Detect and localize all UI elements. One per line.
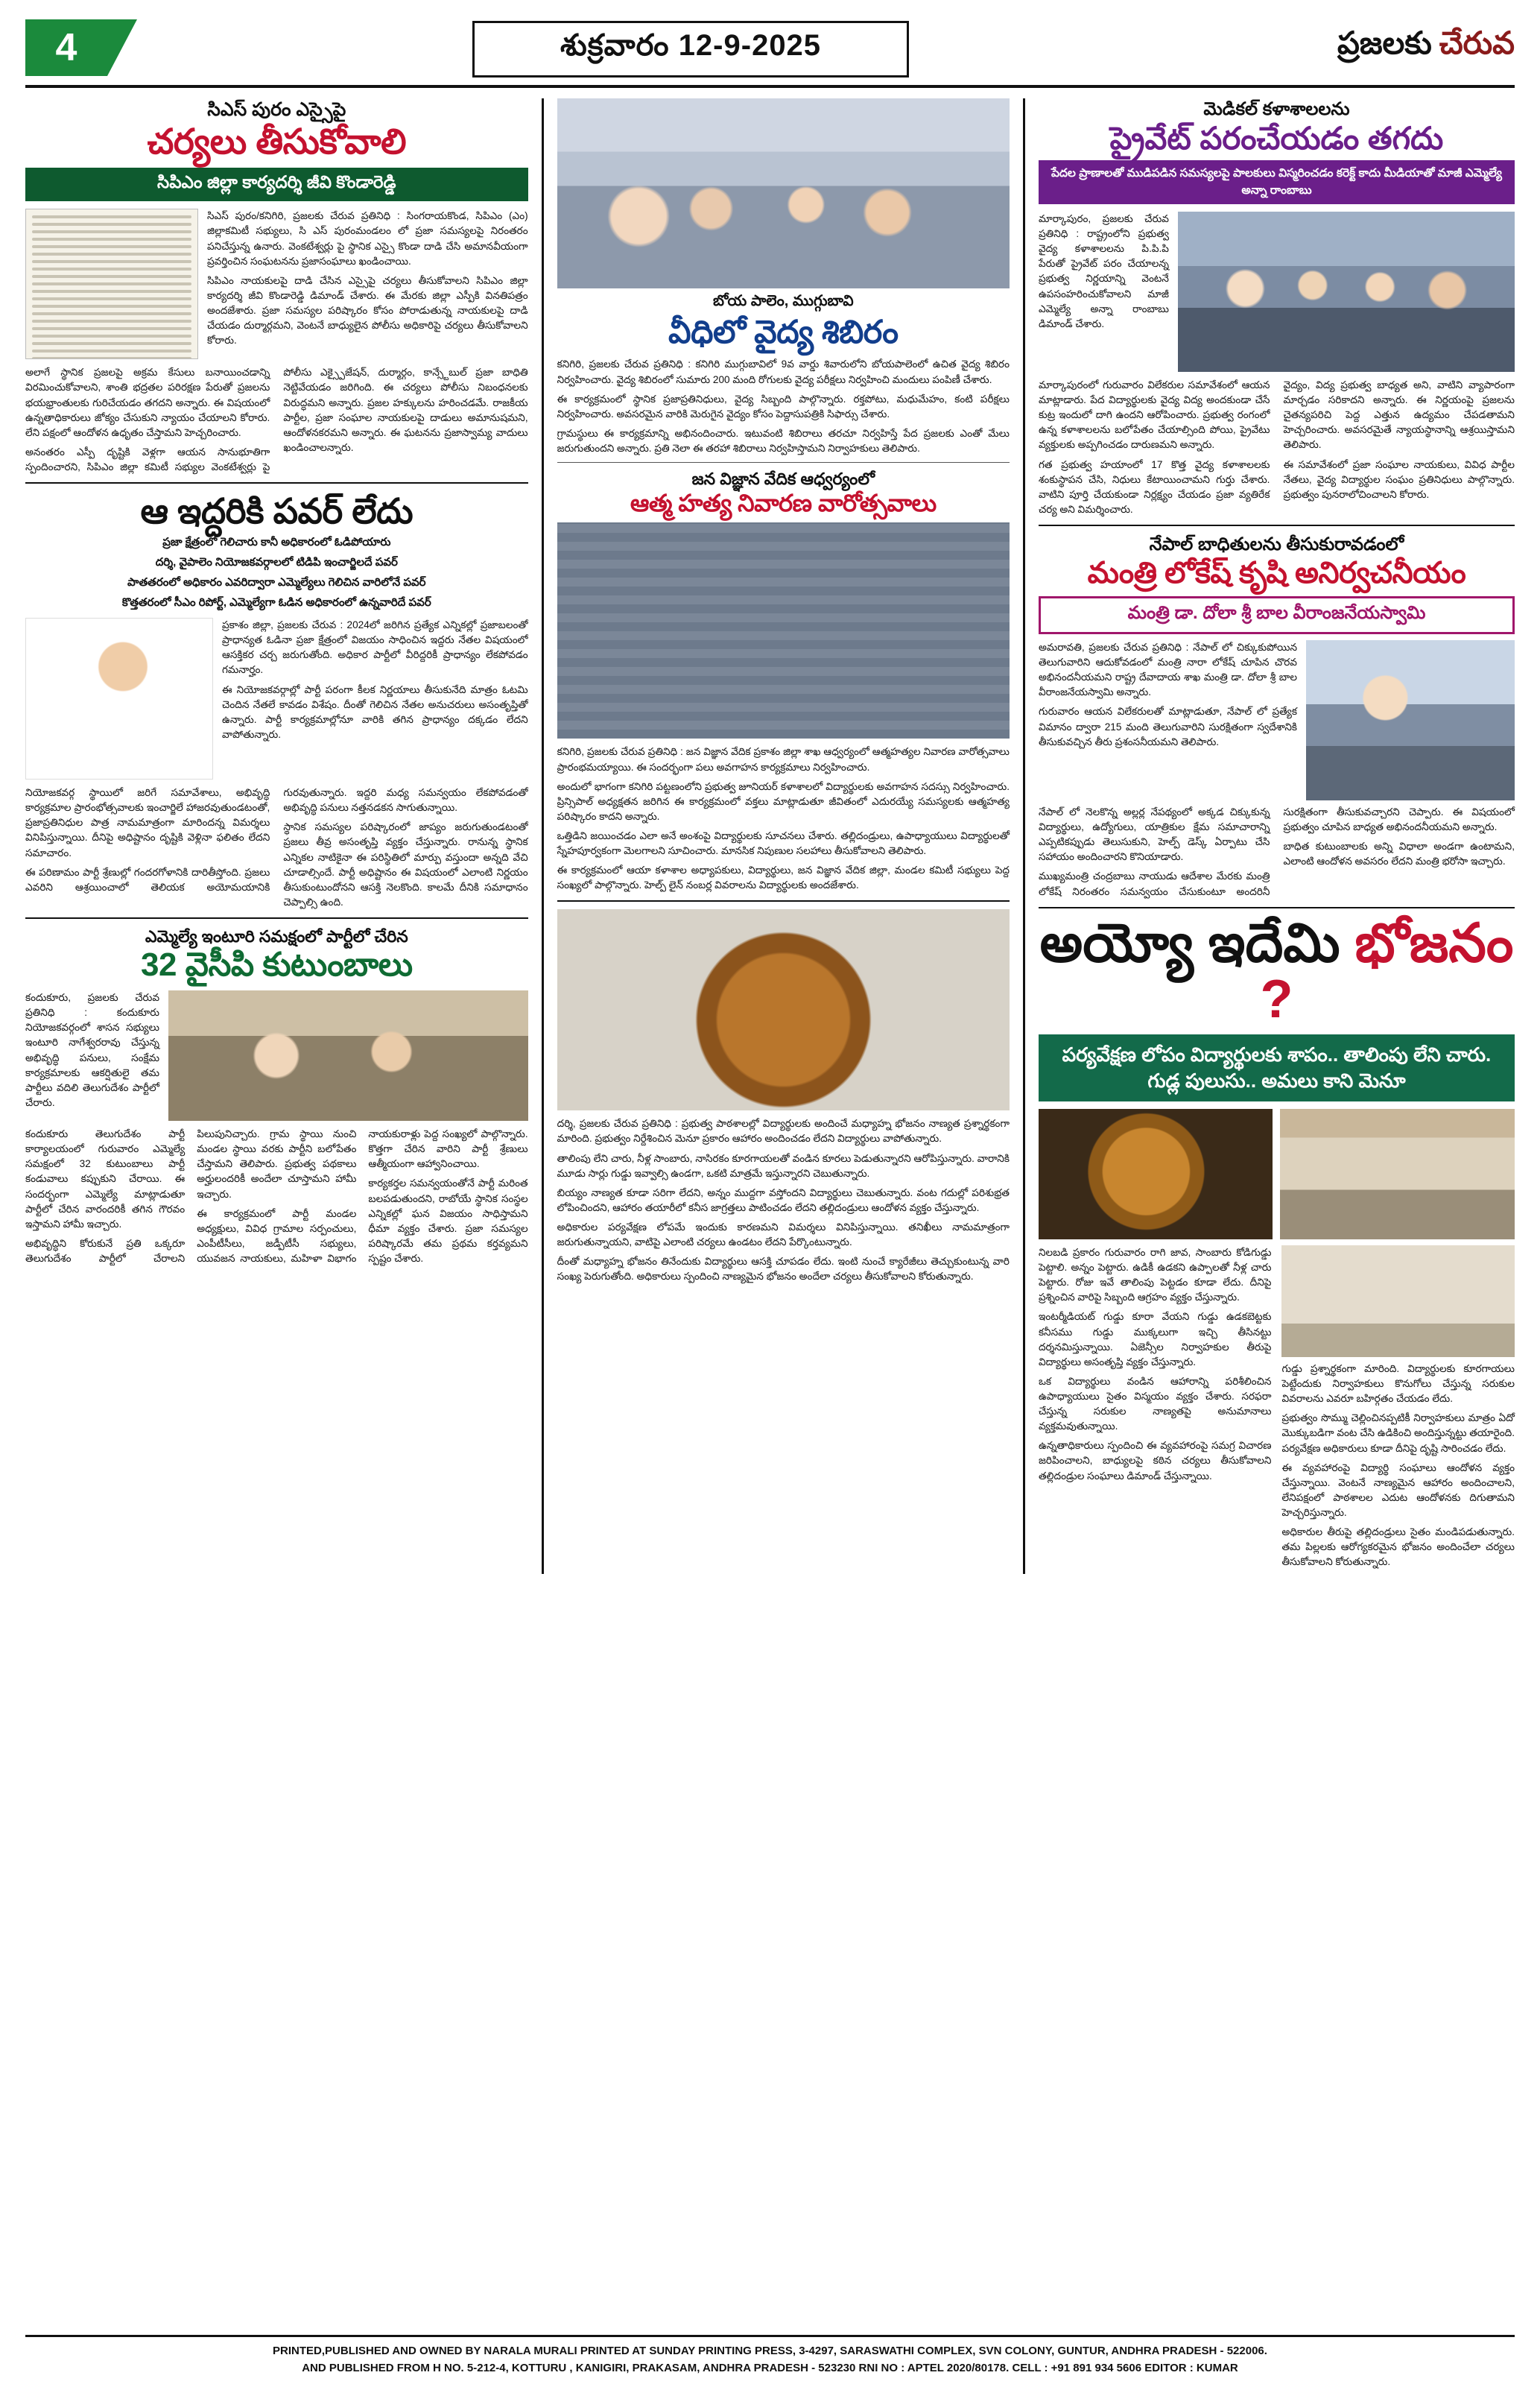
paragraph: అభివృద్ధిని కోరుకునే ప్రతి ఒక్కరూ తెలుగుదేశం పార్టీలో చేరాలని పిలుపునిచ్చారు. గ్రామ స్థాయి నుంచి మండల స్థాయి వరకు పార్టీని బలోపేతం చేస్తామని తెలిపారు. ప్రభుత్వ పథకాలు అర్హులందరికీ అందేలా చూస్తామని హామీ ఇచ్చారు. [25,1128,357,1264]
photo-caption: బోయ పాలెం, ముగ్గుబావి [713,293,854,309]
divider [25,917,528,919]
paragraph: ఈ కార్యక్రమంలో పార్టీ మండల అధ్యక్షులు, వివిధ గ్రామాల సర్పంచులు, ఎంపీటీసీలు, జడ్పీటీసీ సభ్యులు, యువజన నాయకులు, మహిళా విభాగం నాయకురాళ్లు పెద్ద సంఖ్యలో పాల్గొన్నారు. కొత్తగా చేరిన వారిని పార్టీ శ్రేణులు ఆత్మీయంగా ఆహ్వానించాయి. [197,1128,528,1264]
column-right [1025,98,1515,1574]
divider [1039,907,1515,908]
divider [25,482,528,484]
story-headline: మంత్రి లోకేష్ కృషి అనిర్వచనీయం [1087,556,1466,589]
paragraph: గుడ్డు ప్రశ్నార్థకంగా మారింది. విద్యార్థులకు కూరగాయలు పెట్టేందుకు నిర్వాహకులు కొనుగోలు చేస్తున్న సరుకుల వివరాలను ఎవరూ బహిర్గతం చేయడం లేదు. [1281,1362,1515,1405]
story-kicker: సిఎస్ పురం ఎస్సైపై [207,99,346,120]
photo-sambar-pot [1039,1109,1273,1239]
paragraph: నేపాల్ లో నెలకొన్న అల్లర్ల నేపథ్యంలో అక్కడ చిక్కుకున్న విద్యార్థులు, ఉద్యోగులు, యాత్రికుల క్షేమ సమాచారాన్ని ఎప్పటికప్పుడు తెలుసుకుని, హెల్ప్ డెస్క్ ఏర్పాటు చేసి సహాయం అందించారని కొనియాడారు. [1038,806,1270,863]
paragraph: స్థానిక సమస్యల పరిష్కారంలో జాప్యం జరుగుతుండటంతో ప్రజలు తీవ్ర అసంతృప్తి వ్యక్తం చేస్తున్నారు. రానున్న స్థానిక ఎన్నికల నాటికైనా ఈ పరిస్థితిలో మార్పు వస్తుందా అన్నది వేచి చూడాల్సిందే. పార్టీ అధిష్టానం ఈ విషయంలో ఎలాంటి నిర్ణయం తీసుకుంటుందోనని ఆసక్తి నెలకొంది. కాలమే దీనికి సమాధానం చెప్పాల్సి ఉంది. [283,821,528,908]
story-headline [25,491,528,531]
paragraph: అధికారుల పర్యవేక్షణ లోపమే ఇందుకు కారణమని విమర్శలు వినిపిస్తున్నాయి. తనిఖీలు నామమాత్రంగా జరుగుతున్నాయని, వాటిపై ఎలాంటి చర్యలు ఉండటం లేదని పేర్కొంటున్నారు. [557,1221,1010,1248]
issue-date: శుక్రవారం 12-9-2025 [472,21,909,78]
story-body-left [1039,212,1169,372]
food-story-green-bar: పర్యవేక్షణ లోపం విద్యార్థులకు శాపం.. తాలింపు లేని చారు. గుడ్ల పులుసు.. అమలు కాని మెనూ [1039,1034,1515,1101]
story-headline: 32 వైసీపి కుటుంబాలు [141,946,413,984]
page-number-arrow [107,19,137,76]
story-body [557,357,1010,456]
paragraph: ఈ పరిణామం పార్టీ శ్రేణుల్లో గందరగోళానికి దారితీస్తోంది. ప్రజలు ఎవరిని ఆశ్రయించాలో తెలియక అయోమయానికి గురవుతున్నారు. ఇద్దరి మధ్య సమన్వయం లేకపోవడంతో అభివృద్ధి పనులు నత్తనడకన సాగుతున్నాయి. [25,787,528,893]
paragraph: బాధిత కుటుంబాలకు అన్ని విధాలా అండగా ఉంటామని, ఎలాంటి ఆందోళన అవసరం లేదని మంత్రి భరోసా ఇచ్చారు. [1283,841,1515,867]
photo-cartoon [25,618,213,780]
story-body-top [207,209,528,359]
photo-menu-board [1281,1245,1515,1357]
photo-awareness-meeting [557,522,1010,739]
paragraph: బియ్యం నాణ్యత కూడా సరిగా లేదని, అన్నం ముద్దగా వస్తోందని విద్యార్థులు చెబుతున్నారు. వంట గదుల్లో పరిశుభ్రత లోపించిందని, ఆహారం తయారీలో కనీస జాగ్రత్తలు పాటించడం లేదని తల్లిదండ్రులు ఆందోళన వ్యక్తం చేస్తున్నారు. [557,1186,1010,1213]
paragraph: ఉన్నతాధికారులు స్పందించి ఈ వ్యవహారంపై సమగ్ర విచారణ జరిపించాలని, బాధ్యులపై కఠిన చర్యలు తీసుకోవాలని తల్లిదండ్రుల సంఘాలు డిమాండ్ చేస్తున్నాయి. [1038,1440,1272,1482]
paragraph: సిపిఎం నాయకులపై దాడి చేసిన ఎస్సైపై చర్యలు తీసుకోవాలని సిపిఎం జిల్లా కార్యదర్శి జీవి కొండారెడ్డి డిమాండ్ చేశారు. ఈ మేరకు జిల్లా ఎస్పీకి వినతిపత్రం అందజేశారు. ప్రజా సమస్యల పరిష్కారం కోసం పోరాడుతున్న నాయకులపై దాడి చేయడం దుర్మార్గమని, వెంటనే బాధ్యులైన పోలీసు అధికారిపై చర్యలు తీసుకోవాలని కోరారు. [207,274,528,347]
paragraph: తాలింపు లేని చారు, నీళ్ల సాంబారు, నాసిరకం కూరగాయలతో వండిన కూరలు పెడుతున్నారని ఆరోపిస్తున్నారు. వారానికి మూడు సార్లు గుడ్డు ఇవ్వాల్సి ఉండగా, ఒకటి మాత్రమే ఇస్తున్నారని చెబుతున్నారు. [557,1152,1010,1179]
story-body-bottom [25,1127,528,1268]
story-body [557,744,1010,893]
paragraph: ప్రకాశం జిల్లా, ప్రజలకు చేరువ : 2024లో జరిగిన ప్రత్యేక ఎన్నికల్లో ప్రజాబలంతో ప్రాధాన్యత ఓడినా ప్రజా క్షేత్రంలో విజయం సాధించిన ఇద్దరు నేతల విషయంలో ఆసక్తికర చర్చ జరుగుతోంది. అధికార పార్టీలో వీరిద్దరికీ ప్రాధాన్యం లేకపోవడం గమనార్హం. [222,619,528,676]
story-kicker: ఎమ్మెల్యే ఇంటూరి సమక్షంలో పార్టీలో చేరిన [145,926,408,946]
paragraph: నియోజకవర్గ స్థాయిలో జరిగే సమావేశాలు, అభివృద్ధి కార్యక్రమాల ప్రారంభోత్సవాలకు ఇంచార్జిలే హాజరవుతుండటంతో, ప్రజాప్రతినిధుల పాత్ర నామమాత్రంగా మారిందన్న విమర్శలు వినిపిస్తున్నాయి. దీనిపై అధిష్టానం దృష్టికి వెళ్లినా ఫలితం లేదని సమాచారం. [25,787,270,859]
column-middle [544,98,1023,1574]
story-subbar: సిపిఎం జిల్లా కార్యదర్శి జీవి కొండారెడ్డి [25,168,528,201]
story-kicker: మెడికల్ కళాశాలలను [1203,99,1350,119]
photo-minister [1306,640,1515,800]
headline-seg2: భోజనం ? [1260,913,1514,1030]
column-left [25,98,542,1574]
headline-seg1: అయ్యో ఇదేమి [1039,913,1355,973]
photo-petition-letter [25,209,198,359]
paragraph: మార్కాపురంలో గురువారం విలేకరుల సమావేశంలో ఆయన మాట్లాడారు. పేద విద్యార్థులకు వైద్య విద్య అందకుండా చేసే కుట్ర ఇందులో దాగి ఉందని ఆరోపించారు. ప్రభుత్వ రంగంలో ఉన్న కళాశాలలను బలోపేతం చేయాల్సింది పోయి, ప్రైవేటు వ్యక్తులకు అప్పగించడం దారుణమని అన్నారు. [1038,379,1270,451]
story-body-top [222,618,528,780]
story-headline: చర్యలు తీసుకోవాలి [147,121,407,162]
paragraph: వైద్యం, విద్య ప్రభుత్వ బాధ్యత అని, వాటిని వ్యాపారంగా మార్చడం సరికాదని అన్నారు. ఈ నిర్ణయంపై ప్రజలను చైతన్యపరిచి పెద్ద ఎత్తున ఉద్యమం చేపడతామని హెచ్చరించారు. అవసరమైతే న్యాయస్థానాన్ని ఆశ్రయిస్తామని తెలిపారు. [1283,379,1515,451]
paragraph: అందులో భాగంగా కనిగిరి పట్టణంలోని ప్రభుత్వ జూనియర్ కళాశాలలో విద్యార్థులకు అవగాహన సదస్సు నిర్వహించారు. ప్రిన్సిపాల్ అధ్యక్షతన జరిగిన ఈ కార్యక్రమంలో వక్తలు మాట్లాడుతూ జీవితంలో ఎదురయ్యే సమస్యలకు ఆత్మహత్య పరిష్కారం కాదని అన్నారు. [557,780,1010,822]
paragraph: కందుకూరు, ప్రజలకు చేరువ ప్రతినిధి : కందుకూరు నియోజకవర్గంలో శాసన సభ్యులు ఇంటూరి నాగేశ్వరరావు చేస్తున్న అభివృద్ధి పనులు, సంక్షేమ కార్యక్రమాలకు ఆకర్షితులై తమ పార్టీలు వదిలి తెలుగుదేశం పార్టీలో చేరారు. [25,992,159,1108]
story-headline: వీధిలో వైద్య శిబిరం [668,314,899,350]
paragraph: కనిగిరి, ప్రజలకు చేరువ ప్రతినిధి : జన విజ్ఞాన వేదిక ప్రకాశం జిల్లా శాఖ ఆధ్వర్యంలో ఆత్మహత్యల నివారణ వారోత్సవాలు ప్రారంభమయ్యాయి. ఈ సందర్భంగా పలు అవగాహన కార్యక్రమాలు నిర్వహించారు. [557,746,1010,773]
story-sub2: దర్శి, వైపాలెం నియోజకవర్గాలలో టిడిపి ఇంచార్జిలదే పవర్ [155,556,398,569]
paragraph: ఈ కార్యక్రమంలో ఆయా కళాశాల అధ్యాపకులు, విద్యార్థులు, జన విజ్ఞాన వేదిక జిల్లా, మండల కమిటీ సభ్యులు పెద్ద సంఖ్యలో పాల్గొన్నారు. హెల్ప్ లైన్ నంబర్ల వివరాలను విద్యార్థులకు అందజేశారు. [557,864,1010,891]
paragraph: అమరావతి, ప్రజలకు చేరువ ప్రతినిధి : నేపాల్ లో చిక్కుకుపోయిన తెలుగువారిని ఆదుకోవడంలో మంత్రి నారా లోకేష్ చూపిన చొరవ అభినందనీయమని రాష్ట్ర దేవాదాయ శాఖ మంత్రి డా. దోలా శ్రీ బాల వీరాంజనేయస్వామి అన్నారు. [1038,641,1297,698]
story-purple-bar: పేదల ప్రాణాలతో ముడిపడిన సమస్యలపై పాలకులు విస్మరించడం కరెక్ట్ కాదు మీడియాతో మాజీ ఎమ్మెల్యే అన్నా రాంబాబు [1039,160,1515,204]
paragraph: ఇంటర్మీడియట్ గుడ్డు కూరా వేయని గుడ్డు ఉడకబెట్టకు కనీసము గుడ్డు ముక్కలుగా ఇచ్చి తీసినట్టు దర్శనమిస్తున్నాయి. ఏజెన్సీల నిర్వాహకుల తీరుపై విద్యార్థులు అసంతృప్తి వ్యక్తం చేస్తున్నారు. [1038,1311,1272,1368]
photo-party-joining [168,990,528,1121]
story-kicker: జన విజ్ఞాన వేదిక ఆధ్వర్యంలో [691,470,875,489]
story-headline: ప్రైవేట్ పరంచేయడం తగదు [1109,121,1444,156]
paragraph: ఒత్తిడిని జయించడం ఎలా అనే అంశంపై విద్యార్థులకు సూచనలు చేశారు. తల్లిదండ్రులు, ఉపాధ్యాయులు విద్యార్థులతో స్నేహపూర్వకంగా మెలగాలని సూచించారు. మానసిక నిపుణుల సలహాలు తీసుకోవాలని తెలిపారు. [557,829,1010,857]
story-cspuram [25,98,528,475]
divider [1039,525,1515,526]
story-sub4: కొత్తతరంలో సీఎం రిపోర్ట్, ఎమ్మెల్యేగా ఓడిన అధికారంలో ఉన్నవారిదే పవర్ [121,596,431,610]
page-grid [25,98,1515,1574]
story-kicker: నేపాల్ బాధితులను తీసుకురావడంలో [1149,534,1404,554]
paragraph: ముఖ్యమంత్రి చంద్రబాబు నాయుడు ఆదేశాల మేరకు మంత్రి లోకేష్ నిరంతరం సమన్వయం చేసుకుంటూ అందరినీ సురక్షితంగా తీసుకువచ్చారని చెప్పారు. ఈ విషయంలో ప్రభుత్వం చూపిన బాధ్యత అభినందనీయమని అన్నారు. [1038,806,1515,897]
paragraph: నిలబడి ప్రకారం గురువారం రాగి జావ, సాంబారు కోడిగుడ్డు పెట్టాలి. అన్నం పెట్టారు. ఉడికీ ఉడకని ఉప్పాలతో నీళ్ల చారు పెట్టారు. రోజు ఇవే తాలింపు పెట్టడం కూడా లేదు. దీనిపై ప్రశ్నించిన వారిపై సిబ్బంది ఆగ్రహం వ్యక్తం చేస్తున్నారు. [1038,1246,1272,1303]
story-body-left [1039,640,1297,800]
story-no-power [25,491,528,910]
paragraph: దర్శి, ప్రజలకు చేరువ ప్రతినిధి : ప్రభుత్వ పాఠశాలల్లో విద్యార్థులకు అందించే మధ్యాహ్న భోజనం నాణ్యత ప్రశ్నార్థకంగా మారింది. ప్రభుత్వం నిర్దేశించిన మెనూ ప్రకారం ఆహారం అందించడం లేదని విద్యార్థులు వాపోతున్నారు. [557,1118,1010,1145]
paragraph: ఈ కార్యక్రమంలో స్థానిక ప్రజాప్రతినిధులు, వైద్య సిబ్బంది పాల్గొన్నారు. రక్తపోటు, మధుమేహం, కంటి పరీక్షలు నిర్వహించారు. అవసరమైన వారికి మెరుగైన వైద్యం కోసం పెద్దాసుపత్రికి సిఫార్సు చేశారు. [557,393,1010,420]
photo-medical-camp-group [557,98,1010,288]
paragraph: సిఎస్ పురం/కనిగిరి, ప్రజలకు చేరువ ప్రతినిధి : సింగరాయకొండ, సిపిఎం (ఎం) జిల్లాకమిటీ సభ్యులు, సి ఎస్ పురంమండలం లో ప్రజా సమస్యలపై నిరంతరం పనిచేస్తున్న ఉనారు. వెంకటేశ్వర్లు పై స్థానిక ఎస్సై కొండా దాడి చేసి అమానవీయంగా ప్రవర్తించిన సంఘటనను ప్రజాసంఘాలు ఖండించాయి. [207,210,528,267]
food-story-headline [1039,913,1515,1030]
paragraph: ప్రభుత్వం సొమ్ము చెల్లించినప్పటికీ నిర్వాహకులు మాత్రం ఏదో మొక్కుబడిగా వంట చేసి ఉడికించి అందిస్తున్నట్టు తయారైంది. పర్యవేక్షణ అధికారులు కూడా దీనిపై దృష్టి సారించడం లేదు. [1281,1412,1515,1454]
story-body-bottom [25,365,528,475]
paragraph: కార్యకర్తల సమన్వయంతోనే పార్టీ మరింత బలపడుతుందని, రాబోయే స్థానిక సంస్థల ఎన్నికల్లో ఘన విజయం సాధిస్తామని ధీమా వ్యక్తం చేశారు. ప్రజా సమస్యల పరిష్కారమే తమ ప్రథమ కర్తవ్యమని స్పష్టం చేశారు. [368,1177,528,1264]
paragraph: అధికారుల తీరుపై తల్లిదండ్రులు సైతం మండిపడుతున్నారు. తమ పిల్లలకు ఆరోగ్యకరమైన భోజనం అందించేలా చర్యలు తీసుకోవాలని కోరుతున్నారు. [1281,1526,1515,1568]
divider [557,462,1010,463]
story-body-bottom [1039,378,1515,517]
story-sub3: పాతతరంలో అధికారం ఎవరిద్వారా ఎమ్మెల్యేలు గెలిచిన వారిలోనే పవర్ [127,576,426,589]
paragraph: గ్రామస్థులు ఈ కార్యక్రమాన్ని అభినందించారు. ఇటువంటి శిబిరాలు తరచూ నిర్వహిస్తే పేద ప్రజలకు ఎంతో మేలు జరుగుతుందని అన్నారు. ప్రతి నెలా ఈ తరహా శిబిరాలు నిర్వహిస్తామని నిర్వాహకులు తెలిపారు. [557,427,1010,454]
photo-press-meet [1178,212,1515,372]
letter-lines [26,209,197,359]
paragraph: గత ప్రభుత్వ హయాంలో 17 కొత్త వైద్య కళాశాలలకు శంకుస్థాపన చేసి, నిధులు కేటాయించామని గుర్తు చేశారు. వాటిని పూర్తి చేయకుండా నిర్లక్ష్యం చేయడం ప్రజా వ్యతిరేక చర్య అని విమర్శించారు. [1038,458,1270,515]
paragraph: అనంతరం ఎస్పీ దృష్టికి వెళ్లగా ఆయన సానుభూతిగా స్పందించారని, సిపిఎం జిల్లా కమిటీ సభ్యుల వెంకటేశ్వర్లు పై పోలీసు ఎక్స్పైజేషన్, దుర్మార్గం, కాన్స్టేబుల్ ప్రజా బాధితి నెట్టివేయడం జరిగింది. ఈ చర్యలు పోలీసు నిబంధనలకు విరుద్ధమని అన్నారు. ప్రజల హక్కులను హరించడమే. రాజకీయ పార్టీల, ప్రజా సంఘాల నాయకులపై దాడులు అమానుషమని, ఆందోళనకరమని అన్నారు. ఈ ఘటనను ప్రజాస్వామ్య వాదులు ఖండించాలన్నారు. [25,367,528,472]
page-footer [25,2335,1515,2377]
paragraph: దీంతో మధ్యాహ్న భోజనం తినేందుకు విద్యార్థులు ఆసక్తి చూపడం లేదు. ఇంటి నుంచే క్యారేజీలు తెచ్చుకుంటున్న వారి సంఖ్య పెరుగుతోంది. అధికారులు స్పందించి నాణ్యమైన భోజనం అందేలా చర్యలు తీసుకోవాలని కోరుతున్నారు. [557,1256,1010,1283]
story-mag-bar: మంత్రి డా. దోలా శ్రీ బాల వీరాంజనేయస్వామి [1039,596,1515,634]
brand-part1: ప్రజలకు [1337,25,1432,60]
food-story-body-a [557,1116,1010,1284]
brand-logo [1337,21,1515,73]
story-headline: ఆత్మ హత్య నివారణ వారోత్సవాలు [630,489,937,516]
story-body-bottom [25,785,528,910]
story-32-families [25,926,528,1268]
photo-meal-plate [557,909,1010,1110]
paragraph: గురువారం ఆయన విలేకరులతో మాట్లాడుతూ, నేపాల్ లో ప్రత్యేక విమానం ద్వారా 215 మంది తెలుగువారిని సురక్షితంగా స్వదేశానికి తీసుకువచ్చిన తీరు ప్రశంసనీయమని తెలిపారు. [1038,706,1297,747]
story-body-bottom [1039,805,1515,900]
brand-part2: చేరువ [1439,25,1515,60]
paragraph: ఈ నియోజకవర్గాల్లో పార్టీ పరంగా కీలక నిర్ణయాలు తీసుకునేది మాత్రం ఓటమి చెందిన నేతలే కావడం విశేషం. దీంతో గెలిచిన నేతల అనుచరులు అసంతృప్తితో ఉన్నారు. పార్టీ కార్యక్రమాల్లోనూ వారికి తగిన ప్రాధాన్యం దక్కడం లేదని వాపోతున్నారు. [222,683,528,740]
newspaper-page [0,13,1540,2390]
story-sub1: ప్రజా క్షేత్రంలో గెలిచారు కానీ అధికారంలో ఓడిపోయారు [162,536,391,549]
page-number: 4 [25,19,107,76]
headline-seg1: ఆ ఇద్దరికి పవర్ లేదు [140,491,413,531]
paragraph: కనిగిరి, ప్రజలకు చేరువ ప్రతినిధి : కనిగిరి ముగ్గుబావిలో 9వ వార్డు శివారులోని బోయపాలెంలో ఉచిత వైద్య శిబిరం నిర్వహించారు. వైద్య శిబిరంలో సుమారు 200 మంది రోగులకు వైద్య పరీక్షలు నిర్వహించి మందులు పంపిణీ చేశారు. [557,358,1010,385]
story-body-left [25,990,159,1121]
photo-school-building [1280,1109,1515,1239]
paragraph: ఈ వ్యవహారంపై విద్యార్థి సంఘాలు ఆందోళన వ్యక్తం చేస్తున్నాయి. వెంటనే నాణ్యమైన ఆహారం అందించాలని, లేనిపక్షంలో పాఠశాలల ఎదుట ఆందోళనకు దిగుతామని హెచ్చరిస్తున్నారు. [1281,1461,1515,1518]
food-story-body-b [1039,1245,1272,1574]
paragraph: కందుకూరు తెలుగుదేశం పార్టీ కార్యాలయంలో గురువారం ఎమ్మెల్యే సమక్షంలో 32 కుటుంబాలు పార్టీ కండువాలు కప్పుకుని చేరాయి. ఈ సందర్భంగా ఎమ్మెల్యే మాట్లాడుతూ పార్టీలో చేరిన వారందరికీ తగిన గౌరవం ఇస్తామని హామీ ఇచ్చారు. [25,1128,186,1230]
footer-line-2: AND PUBLISHED FROM H NO. 5-212-4, KOTTURU , KANIGIRI, PRAKASAM, ANDHRA PRADESH - 523230 RNI NO : APTEL 2020/80178. CELL : +91 891 934 5606 EDITOR : KUMAR [302,2361,1238,2374]
paragraph: అలాగే స్థానిక ప్రజలపై అక్రమ కేసులు బనాయించడాన్ని విరమించుకోవాలని, శాంతి భద్రతల పరిరక్షణ పేరుతో ప్రజలను భయభ్రాంతులకు గురిచేయడం తగదని అన్నారు. ఈ విషయంలో ఉన్నతాధికారులు జోక్యం చేసుకుని న్యాయం చేయాలని కోరారు. లేని పక్షంలో ఆందోళన ఉధృతం చేస్తామని హెచ్చరించారు. [25,367,270,438]
page-number-badge [25,19,159,76]
paragraph: ఒక విద్యార్థులు వండిన ఆహారాన్ని పరిశీలించిన ఉపాధ్యాయులు సైతం విస్మయం వ్యక్తం చేశారు. సరఫరా చేస్తున్న సరుకుల నాణ్యతపై అనుమానాలు వ్యక్తమవుతున్నాయి. [1038,1375,1272,1432]
paragraph: ఈ సమావేశంలో ప్రజా సంఘాల నాయకులు, వివిధ పార్టీల నేతలు, వైద్య విద్యార్థుల సంఘం ప్రతినిధులు పాల్గొన్నారు. ప్రభుత్వం పునరాలోచించాలని కోరారు. [1283,458,1515,500]
food-story-body-c [1281,1362,1515,1569]
footer-line-1: PRINTED,PUBLISHED AND OWNED BY NARALA MURALI PRINTED AT SUNDAY PRINTING PRESS, 3-4297, SARASWATHI COMPLEX, SVN COLONY, GUNTUR, ANDHRA PRADESH - 522006. [273,2345,1267,2357]
divider [557,900,1010,902]
masthead [25,13,1515,88]
paragraph: మార్కాపురం, ప్రజలకు చేరువ ప్రతినిధి : రాష్ట్రంలోని ప్రభుత్వ వైద్య కళాశాలలను పి.పి.పి పేరుతో ప్రైవేట్ పరం చేయాలన్న ప్రభుత్వ నిర్ణయాన్ని వెంటనే ఉపసంహరించుకోవాలని మాజీ ఎమ్మెల్యే అన్నా రాంబాబు డిమాండ్ చేశారు. [1038,212,1169,329]
